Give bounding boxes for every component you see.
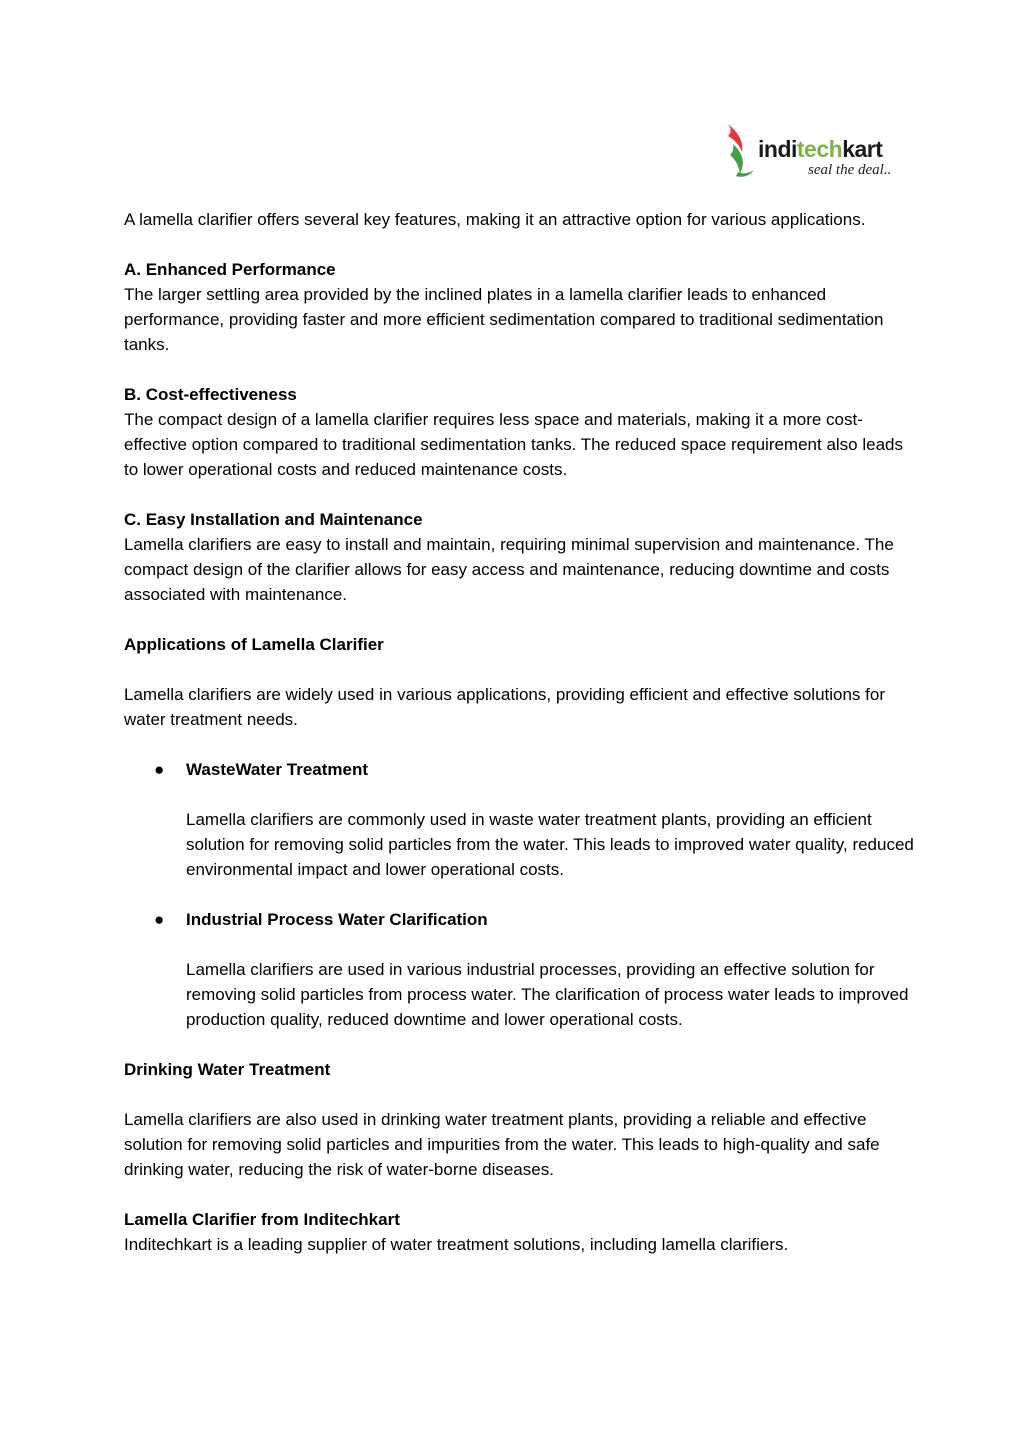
- supplier-body: Inditechkart is a leading supplier of water treatment solutions, including lamella clarifiers.: [124, 1235, 789, 1254]
- logo-wordmark-part3: kart: [842, 136, 883, 162]
- applications-heading: Applications of Lamella Clarifier: [124, 635, 384, 654]
- list-item: [124, 907, 914, 932]
- applications-intro: Lamella clarifiers are widely used in various applications, providing efficient and effective solutions for water treatment needs.: [124, 685, 885, 729]
- intro-paragraph: A lamella clarifier offers several key features, making it an attractive option for various applications.: [124, 210, 866, 229]
- bullet-body-wastewater: Lamella clarifiers are commonly used in waste water treatment plants, providing an efficient solution for removing solid particles from the water. This leads to improved water quality, reduced environmental impact and lower operational costs.: [186, 810, 914, 879]
- feature-heading-installation: C. Easy Installation and Maintenance: [124, 510, 423, 529]
- feature-body-installation: Lamella clarifiers are easy to install and maintain, requiring minimal supervision and maintenance. The compact design of the clarifier allows for easy access and maintenance, reducing downtime and costs associated with maintenance.: [124, 535, 894, 604]
- feature-heading-performance: A. Enhanced Performance: [124, 260, 336, 279]
- bullet-icon: ●: [154, 910, 165, 929]
- logo-tagline: seal the deal..: [808, 162, 892, 178]
- company-logo: [724, 122, 904, 182]
- feature-body-performance: The larger settling area provided by the inclined plates in a lamella clarifier leads to enhanced performance, providing faster and more efficient sedimentation compared to traditional sedimentation tanks.: [124, 285, 884, 354]
- bullet-icon: ●: [154, 760, 165, 779]
- feature-heading-cost: B. Cost-effectiveness: [124, 385, 297, 404]
- drinking-water-heading: Drinking Water Treatment: [124, 1060, 331, 1079]
- list-item: [124, 757, 914, 782]
- bullet-title-wastewater: WasteWater Treatment: [186, 760, 369, 779]
- bullet-body-industrial: Lamella clarifiers are used in various industrial processes, providing an effective solution for removing solid particles from process water. The clarification of process water leads to improved production quality, reduced downtime and lower operational costs.: [186, 960, 909, 1029]
- feature-body-cost: The compact design of a lamella clarifier requires less space and materials, making it a more cost-effective option compared to traditional sedimentation tanks. The reduced space requirement also leads to lower operational costs and reduced maintenance costs.: [124, 410, 904, 479]
- flame-mark-icon: [724, 122, 760, 180]
- document-body: [124, 207, 914, 1257]
- bullet-title-industrial: Industrial Process Water Clarification: [186, 910, 488, 929]
- logo-wordmark-part2: tech: [796, 136, 843, 162]
- drinking-water-body: Lamella clarifiers are also used in drinking water treatment plants, providing a reliable and effective solution for removing solid particles and impurities from the water. This leads to high-quality and safe drinking water, reducing the risk of water-borne diseases.: [124, 1110, 880, 1179]
- supplier-heading: Lamella Clarifier from Inditechkart: [124, 1210, 400, 1229]
- logo-wordmark-part1: indi: [758, 136, 797, 162]
- logo-wordmark: [758, 136, 882, 162]
